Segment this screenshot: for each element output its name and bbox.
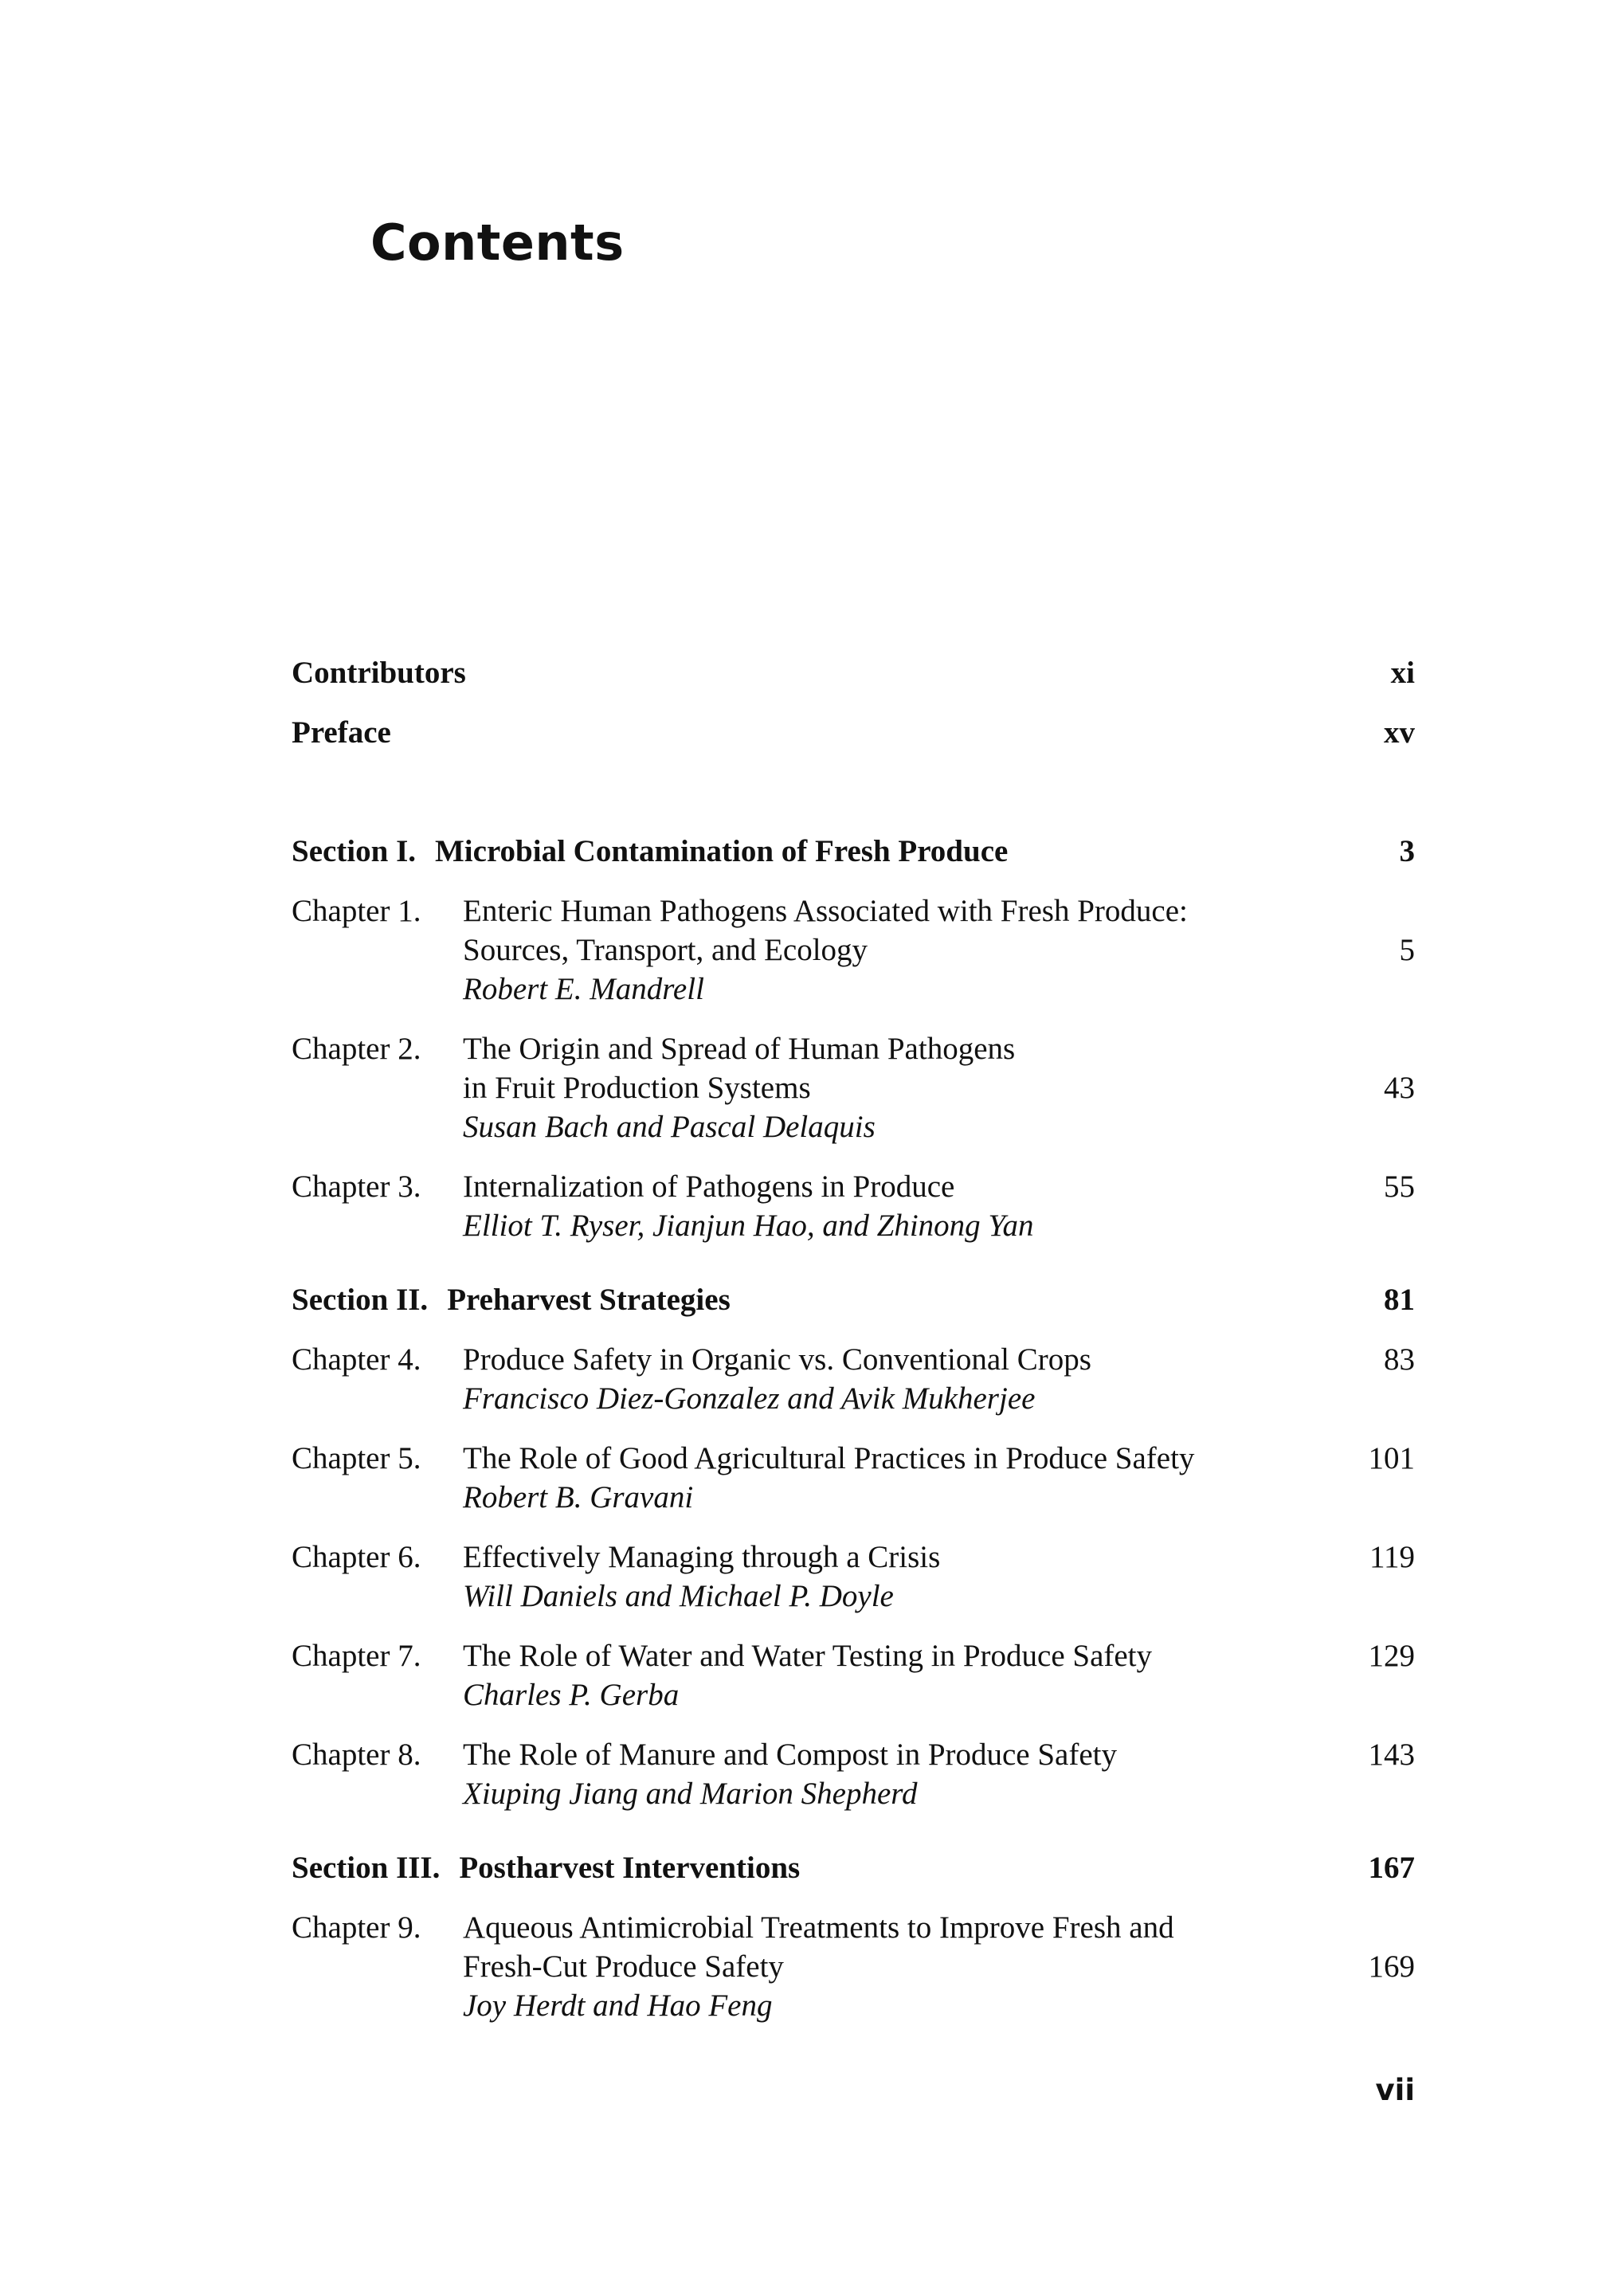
chapter-number: Chapter 7. [292,1639,421,1673]
chapter-authors: Elliot T. Ryser, Jianjun Hao, and Zhinong Yan [463,1209,1034,1243]
section-title: Microbial Contamination of Fresh Produce [435,834,1009,868]
chapter-authors: Robert E. Mandrell [463,972,704,1006]
chapter-title-text: Aqueous Antimicrobial Treatments to Improve Fresh and [463,1910,1174,1945]
chapter-title-line [463,891,1415,931]
chapter-title-text: in Fruit Production Systems [463,1071,811,1105]
chapter-title-text: Effectively Managing through a Crisis [463,1540,941,1574]
chapter-number: Chapter 4. [292,1342,421,1377]
chapter-number: Chapter 1. [292,894,421,928]
section-title: Postharvest Interventions [459,1851,801,1885]
toc-section-heading[interactable] [292,1848,1415,1887]
chapter-details [463,1167,1415,1245]
toc-chapter-entry[interactable] [292,1167,1415,1245]
chapter-page: 129 [1368,1639,1415,1673]
chapter-title-text: The Role of Manure and Compost in Produce Safety [463,1738,1117,1772]
chapter-page: 43 [1384,1071,1415,1105]
chapter-number: Chapter 9. [292,1910,421,1945]
chapter-number: Chapter 5. [292,1441,421,1475]
chapter-title-line [463,1908,1415,1947]
chapter-authors: Charles P. Gerba [463,1678,680,1712]
chapter-title-line [463,1029,1415,1068]
chapter-authors: Robert B. Gravani [463,1480,694,1514]
chapter-title-line [463,1636,1415,1675]
toc-section-heading[interactable] [292,832,1415,871]
chapter-title-line [463,931,1415,970]
chapter-title-text: The Role of Good Agricultural Practices in Produce Safety [463,1441,1195,1475]
chapter-page: 169 [1368,1949,1415,1984]
chapter-title-text: Enteric Human Pathogens Associated with Fresh Produce: [463,894,1188,928]
chapter-title-line [463,1340,1415,1379]
toc-chapter-entry[interactable] [292,891,1415,1009]
chapter-title-text: Produce Safety in Organic vs. Conventional Crops [463,1342,1091,1377]
section-page: 3 [1399,834,1415,868]
toc-entry-label: Contributors [292,656,466,690]
chapter-page: 5 [1399,933,1415,967]
toc-entry-contributors[interactable] [292,653,1415,692]
chapter-authors: Francisco Diez-Gonzalez and Avik Mukherjee [463,1381,1036,1416]
toc-entry-label: Preface [292,715,391,750]
toc-entry-page: xv [1384,715,1415,750]
page-number: vii [1375,2073,1415,2107]
chapter-authors: Will Daniels and Michael P. Doyle [463,1579,894,1613]
toc-section-heading[interactable] [292,1280,1415,1319]
chapter-number: Chapter 6. [292,1540,421,1574]
chapter-details [463,1029,1415,1146]
toc-chapter-entry[interactable] [292,1636,1415,1714]
chapter-number: Chapter 2. [292,1032,421,1066]
chapter-details [463,891,1415,1009]
chapter-title-line [463,1735,1415,1774]
chapter-authors: Joy Herdt and Hao Feng [463,1988,773,2023]
section-heading-text [292,832,1008,871]
chapter-details [463,1908,1415,2025]
section-number: Section III. [292,1851,441,1885]
chapter-page: 55 [1384,1170,1415,1204]
chapter-details [463,1636,1415,1714]
chapter-page: 83 [1384,1342,1415,1377]
chapter-page: 101 [1368,1441,1415,1475]
chapter-page: 143 [1368,1738,1415,1772]
chapter-number: Chapter 3. [292,1170,421,1204]
chapter-title-line [463,1947,1415,1986]
chapter-title-line [463,1538,1415,1577]
chapter-title-text: The Role of Water and Water Testing in Produce Safety [463,1639,1153,1673]
section-page: 81 [1384,1283,1415,1317]
chapter-authors: Xiuping Jiang and Marion Shepherd [463,1777,918,1811]
chapter-title-line [463,1439,1415,1478]
chapter-title-text: Internalization of Pathogens in Produce [463,1170,955,1204]
chapter-title-text: The Origin and Spread of Human Pathogens [463,1032,1016,1066]
chapter-title-line [463,1167,1415,1206]
chapter-title-text: Fresh-Cut Produce Safety [463,1949,784,1984]
chapter-details [463,1340,1415,1418]
chapter-title-text: Sources, Transport, and Ecology [463,933,868,967]
toc-chapter-entry[interactable] [292,1340,1415,1418]
section-number: Section I. [292,834,416,868]
section-title: Preharvest Strategies [447,1283,731,1317]
toc-chapter-entry[interactable] [292,1735,1415,1813]
section-page: 167 [1368,1851,1415,1885]
chapter-title-line [463,1068,1415,1107]
chapter-page: 119 [1369,1540,1415,1574]
toc-chapter-entry[interactable] [292,1439,1415,1517]
chapter-authors: Susan Bach and Pascal Delaquis [463,1110,876,1144]
chapter-details [463,1735,1415,1813]
table-of-contents [292,653,1415,2046]
section-heading-text [292,1848,800,1887]
chapter-number: Chapter 8. [292,1738,421,1772]
toc-entry-preface[interactable] [292,713,1415,752]
section-heading-text [292,1280,731,1319]
toc-chapter-entry[interactable] [292,1029,1415,1146]
toc-chapter-entry[interactable] [292,1908,1415,2025]
toc-chapter-entry[interactable] [292,1538,1415,1616]
section-number: Section II. [292,1283,429,1317]
toc-entry-page: xi [1390,656,1415,690]
chapter-details [463,1538,1415,1616]
page-title: Contents [370,214,625,272]
chapter-details [463,1439,1415,1517]
